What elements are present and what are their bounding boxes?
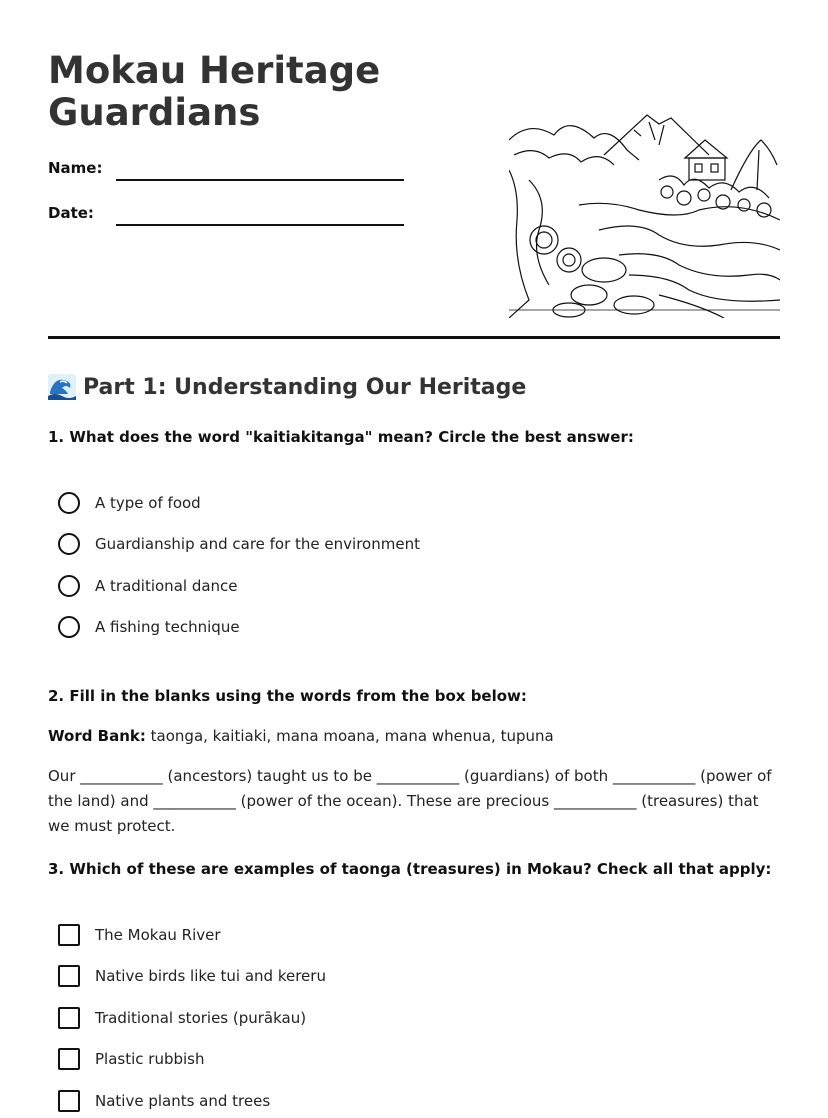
- q1-radio-circle[interactable]: [58, 616, 80, 638]
- q1-option[interactable]: [58, 574, 238, 598]
- q1-option[interactable]: [58, 615, 240, 639]
- q1-option-label: A fishing technique: [95, 618, 240, 636]
- q3-option[interactable]: [58, 1089, 270, 1113]
- name-label: Name:: [48, 159, 103, 177]
- part1-title: Part 1: Understanding Our Heritage: [83, 374, 527, 400]
- date-write-line[interactable]: [116, 224, 404, 226]
- name-write-line[interactable]: [116, 179, 404, 181]
- q3-checkbox[interactable]: [58, 1090, 80, 1112]
- q3-checkbox[interactable]: [58, 924, 80, 946]
- q3-checkbox[interactable]: [58, 965, 80, 987]
- fill-in-blanks-text[interactable]: Our ___________ (ancestors) taught us to be ___________ (guardians) of both ___________ (power of the land) and ___________ (power of the ocean). These are precious ___________ (treasures) that we must protect.: [48, 767, 772, 835]
- q3-option[interactable]: [58, 923, 221, 947]
- q3-option-label: Plastic rubbish: [95, 1050, 205, 1068]
- section-divider: [48, 336, 780, 339]
- q3-option-label: Native birds like tui and kereru: [95, 967, 326, 985]
- question-3: 3. Which of these are examples of taonga (treasures) in Mokau? Check all that apply:: [48, 860, 772, 878]
- page-title: Mokau Heritage Guardians: [48, 49, 381, 134]
- word-bank-words: taonga, kaitiaki, mana moana, mana whenua, tupuna: [145, 727, 554, 745]
- part1-heading: [48, 374, 526, 400]
- q3-option[interactable]: [58, 1006, 306, 1030]
- question-2: 2. Fill in the blanks using the words from the box below:: [48, 687, 527, 705]
- word-bank-label: Word Bank:: [48, 727, 146, 745]
- q1-radio-circle[interactable]: [58, 575, 80, 597]
- q3-option[interactable]: [58, 1047, 205, 1071]
- q3-option-label: The Mokau River: [95, 926, 221, 944]
- q1-radio-circle[interactable]: [58, 533, 80, 555]
- q3-option-label: Native plants and trees: [95, 1092, 271, 1110]
- q1-option[interactable]: [58, 532, 420, 556]
- q3-option[interactable]: [58, 964, 326, 988]
- date-field: [48, 204, 408, 230]
- q1-option-label: A type of food: [95, 494, 201, 512]
- water-wave-icon: [48, 374, 76, 400]
- q1-option-label: A traditional dance: [95, 577, 238, 595]
- landscape-illustration-icon: [509, 110, 780, 318]
- q1-option[interactable]: [58, 491, 201, 515]
- date-label: Date:: [48, 204, 94, 222]
- question-1: 1. What does the word "kaitiakitanga" mean? Circle the best answer:: [48, 428, 634, 446]
- q3-checkbox[interactable]: [58, 1048, 80, 1070]
- q1-option-label: Guardianship and care for the environment: [95, 535, 420, 553]
- q1-radio-circle[interactable]: [58, 492, 80, 514]
- q3-option-label: Traditional stories (purākau): [95, 1009, 307, 1027]
- word-bank: [48, 727, 554, 745]
- name-field: [48, 159, 408, 185]
- q3-checkbox[interactable]: [58, 1007, 80, 1029]
